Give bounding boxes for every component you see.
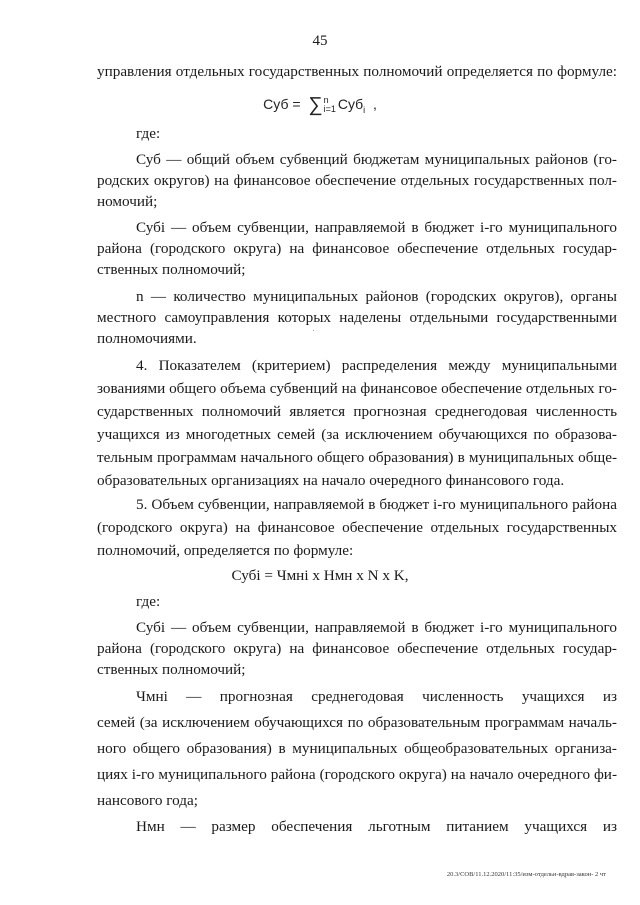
- text-line: Нмн — размер обеспечения льготным питанием учащихся из: [136, 818, 617, 835]
- sum-limits: [324, 96, 336, 114]
- text-line: полномочиями.: [97, 330, 197, 347]
- formula-eq: =: [292, 96, 301, 112]
- text-line: Субi — объем субвенции, направляемой в бюджет i-го муниципального: [136, 219, 617, 236]
- sum-lower: i=1: [323, 104, 336, 115]
- text-line: полномочий, определяется по формуле:: [97, 542, 354, 559]
- text-line: района (городского округа) на финансовое обеспечение отдельных государ-: [97, 240, 617, 257]
- sum-sign: ∑: [308, 94, 323, 116]
- text-line: (городского округа) на финансовое обеспечение отдельных государственных: [97, 519, 617, 536]
- scan-speck: [313, 330, 314, 331]
- text-line: 4. Показателем (критерием) распределения между муниципальными: [136, 357, 617, 374]
- text-line: управления отдельных государственных полномочий определяется по формуле:: [97, 63, 617, 80]
- text-line: 5. Объем субвенции, направляемой в бюджет i-го муниципального района: [136, 496, 617, 513]
- text-line: n — количество муниципальных районов (городских округов), органы: [136, 288, 617, 305]
- text-line: ственных полномочий;: [97, 261, 246, 278]
- text-line: ственных полномочий;: [97, 661, 246, 678]
- text-line: сударственных полномочий является прогнозная среднегодовая численность: [97, 403, 617, 420]
- text-line: Чмнi — прогнозная среднегодовая численность учащихся из: [136, 688, 617, 705]
- page-number: 45: [312, 33, 328, 49]
- text-line: нансового года;: [97, 792, 198, 809]
- text-line: учащихся из многодетных семей (за исключением обучающихся по образова-: [97, 426, 617, 443]
- text-line: образовательных организациях на начало очередного финансового года.: [97, 472, 565, 489]
- text-line: местного самоуправления которых наделены отдельными государственными: [97, 309, 617, 326]
- text-line: района (городского округа) на финансовое обеспечение отдельных государ-: [97, 640, 617, 657]
- formula-term: Суб: [337, 96, 364, 112]
- text-line: Суб — общий объем субвенций бюджетам муниципальных районов (го-: [136, 151, 617, 168]
- text-line: тельным программам начального общего образования) в муниципальных обще-: [97, 449, 617, 466]
- formula-term-sub: i: [363, 104, 366, 115]
- text-line: номочий;: [97, 193, 158, 210]
- formula-product: Субi = Чмнi х Нмн х N х K,: [231, 567, 409, 584]
- where-label: где:: [136, 125, 161, 142]
- document-footer-code: 20.3/СОВ/11.12.2020/11:35/изм-отдельн-вдрав-закон- 2 чт: [446, 871, 606, 878]
- text-line: семей (за исключением обучающихся по образовательным программам началь-: [97, 714, 617, 731]
- formula-lhs: Суб: [263, 96, 289, 112]
- sum-upper: n: [323, 95, 329, 106]
- text-line: Субi — объем субвенции, направляемой в бюджет i-го муниципального: [136, 619, 617, 636]
- text-line: ного общего образования) в муниципальных общеобразовательных организа-: [97, 740, 617, 757]
- where-label: где:: [136, 593, 161, 610]
- text-line: зованиями общего объема субвенций на финансовое обеспечение отдельных го-: [97, 380, 617, 397]
- text-line: циях i-го муниципального района (городского округа) на начало очередного фи-: [97, 766, 617, 783]
- text-line: родских округов) на финансовое обеспечение отдельных государственных пол-: [97, 172, 617, 189]
- formula-sum: [0, 92, 640, 115]
- formula-tail: ,: [372, 96, 377, 112]
